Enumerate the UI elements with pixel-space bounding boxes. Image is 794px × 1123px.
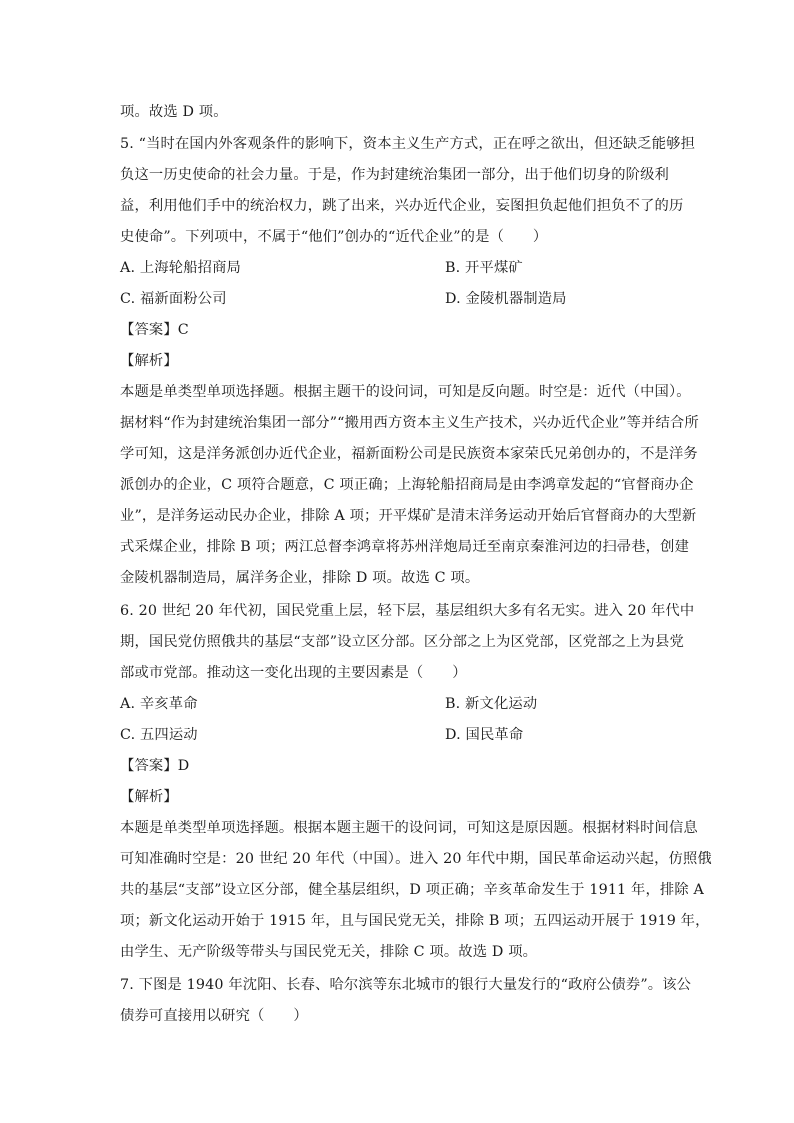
- q6-option-a: A. 辛亥革命: [120, 696, 198, 712]
- q6-analysis-line-2: 可知准确时空是：20 世纪 20 年代（中国）。进入 20 年代中期，国民革命运动兴起，仿照俄: [120, 851, 712, 867]
- q5-analysis-line-3: 学可知，这是洋务派创办近代企业，福新面粉公司是民族资本家荣氏兄弟创办的，不是洋务: [120, 446, 698, 462]
- q5-option-b: B. 开平煤矿: [445, 260, 523, 276]
- q6-analysis-line-4: 项；新文化运动开始于 1915 年，且与国民党无关，排除 B 项；五四运动开展于 1919 年，: [120, 913, 710, 929]
- q6-stem-line-1: 6. 20 世纪 20 年代初，国民党重上层，轻下层，基层组织大多有名无实。进入 20 年代中: [120, 603, 695, 619]
- q5-option-d: D. 金陵机器制造局: [445, 291, 567, 307]
- q5-analysis-line-6: 式采煤企业，排除 B 项；两江总督李鸿章将苏州洋炮局迁至南京秦淮河边的扫帚巷，创建: [120, 539, 690, 555]
- q7-stem-line-1: 7. 下图是 1940 年沈阳、长春、哈尔滨等东北城市的银行大量发行的“政府公债券”。该公: [120, 977, 692, 993]
- q5-analysis-line-7: 金陵机器制造局，属洋务企业，排除 D 项。故选 C 项。: [120, 570, 480, 586]
- q5-analysis-line-1: 本题是单类型单项选择题。根据主题干的设问词，可知是反向题。时空是：近代（中国）。: [120, 384, 691, 400]
- q6-analysis-line-3: 共的基层“支部”设立区分部，健全基层组织，D 项正确；辛亥革命发生于 1911 年，排除 A: [120, 882, 704, 898]
- q5-stem-line-4: 史使命”。下列项中，不属于“他们”创办的“近代企业”的是（ ）: [120, 229, 548, 245]
- q5-option-a: A. 上海轮船招商局: [120, 260, 241, 276]
- q6-stem-line-2: 期，国民党仿照俄共的基层“支部”设立区分部。区分部之上为区党部，区党部之上为县党: [120, 634, 684, 650]
- q6-analysis-line-1: 本题是单类型单项选择题。根据本题主题干的设问词，可知这是原因题。根据材料时间信息: [120, 820, 698, 836]
- q6-option-c: C. 五四运动: [120, 727, 198, 743]
- q6-option-d: D. 国民革命: [445, 727, 524, 743]
- q4-tail-text: 项。故选 D 项。: [120, 104, 228, 120]
- q5-analysis-line-5: 业”，是洋务运动民办企业，排除 A 项；开平煤矿是清末洋务运动开始后官督商办的大型新: [120, 508, 697, 524]
- q5-answer: 【答案】C: [120, 322, 189, 338]
- q6-analysis-line-5: 由学生、无产阶级等带头与国民党无关，排除 C 项。故选 D 项。: [120, 944, 538, 960]
- q5-stem-line-2: 负这一历史使命的社会力量。于是，作为封建统治集团一部分，出于他们切身的阶级利: [120, 167, 669, 183]
- q5-analysis-line-4: 派创办的企业，C 项符合题意，C 项正确；上海轮船招商局是由李鸿章发起的“官督商办企: [120, 477, 694, 493]
- q5-stem-line-1: 5. “当时在国内外客观条件的影响下，资本主义生产方式，正在呼之欲出，但还缺乏能够担: [120, 136, 696, 152]
- q6-answer: 【答案】D: [120, 758, 190, 774]
- q6-analysis-label: 【解析】: [120, 789, 178, 805]
- q6-stem-line-3: 部或市党部。推动这一变化出现的主要因素是（ ）: [120, 665, 467, 681]
- q5-analysis-line-2: 据材料“作为封建统治集团一部分”“搬用西方资本主义生产技术，兴办近代企业”等并结合所: [120, 415, 699, 431]
- q6-option-b: B. 新文化运动: [445, 696, 538, 712]
- q5-option-c: C. 福新面粉公司: [120, 291, 227, 307]
- q5-stem-line-3: 益，利用他们手中的统治权力，跳了出来，兴办近代企业，妄图担负起他们担负不了的历: [120, 198, 684, 214]
- q5-analysis-label: 【解析】: [120, 353, 178, 369]
- q7-stem-line-2: 债券可直接用以研究（ ）: [120, 1008, 308, 1024]
